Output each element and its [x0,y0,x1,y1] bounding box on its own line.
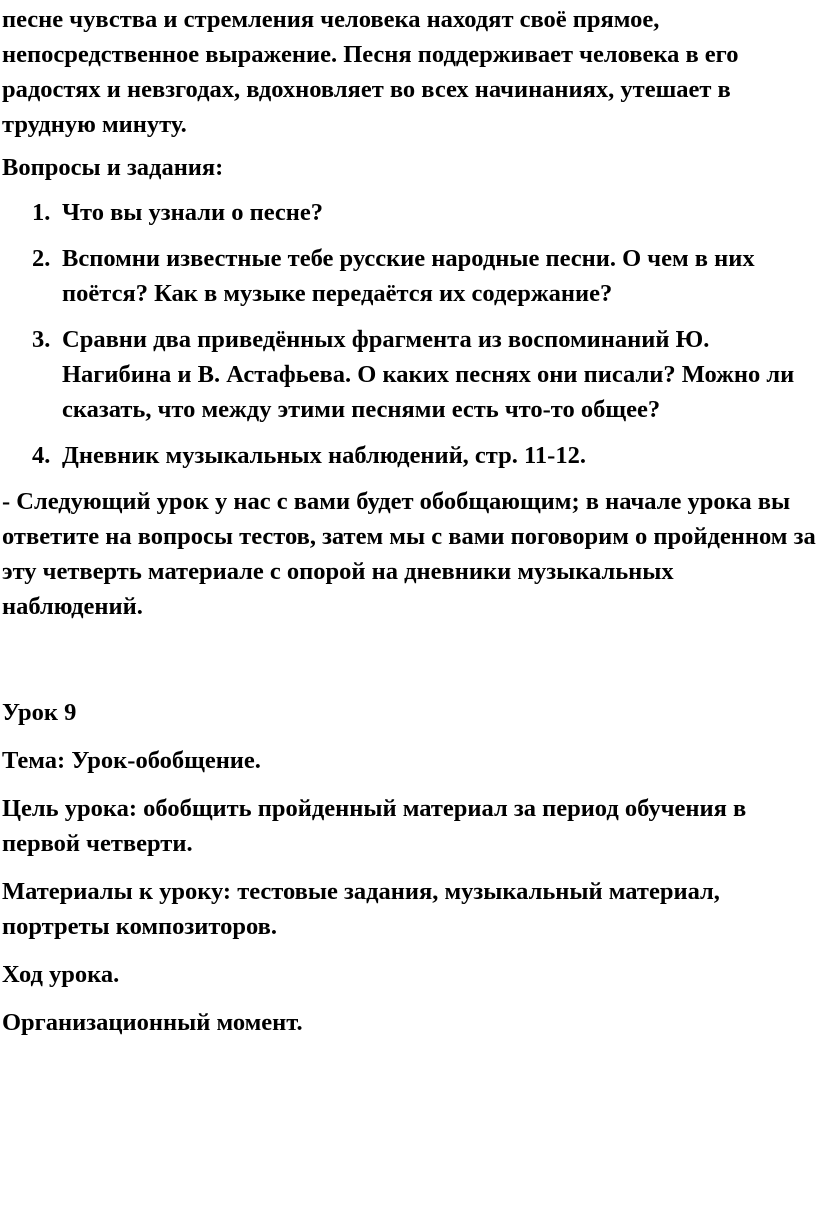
list-item [0,195,816,230]
list-item-number: 3. [32,326,51,353]
list-item-number: 1. [32,199,51,226]
list-item-text: Вспомни известные тебе русские народные песни. О чем в них поётся? Как в музыке передаётся их содержание? [62,245,755,307]
lesson-topic: Тема: Урок-обобщение. [2,747,261,774]
list-item-text: Что вы узнали о песне? [62,199,323,226]
list-item [0,438,816,473]
intro-paragraph: песне чувства и стремления человека находят своё прямое, непосредственное выражение. Песня поддерживает человека в его радостях и невзгодах, вдохновляет во всех начинаниях, утешает в трудную минуту. [2,6,739,138]
list-item-text: Сравни два приведённых фрагмента из воспоминаний Ю. Нагибина и В. Астафьева. О каких песнях они писали? Можно ли сказать, что между этими песнями есть что-то общее? [62,326,795,423]
lesson-title: Урок 9 [2,699,77,726]
list-item-number: 4. [32,442,51,469]
list-item [0,322,816,427]
lesson-materials: Материалы к уроку: тестовые задания, музыкальный материал, портреты композиторов. [2,878,720,940]
closing-paragraph: - Следующий урок у нас с вами будет обобщающим; в начале урока вы ответите на вопросы тестов, затем мы с вами поговорим о пройденном за эту четверть материале с опорой на дневники музыкальных наблюдений. [2,488,816,620]
questions-heading: Вопросы и задания: [2,154,224,181]
list-item [0,241,816,311]
questions-list [0,195,816,473]
list-item-number: 2. [32,245,51,272]
lesson-organizational-moment: Организационный момент. [2,1009,303,1036]
lesson-progress: Ход урока. [2,961,120,988]
list-item-text: Дневник музыкальных наблюдений, стр. 11-12. [62,442,586,469]
lesson-goal: Цель урока: обобщить пройденный материал за период обучения в первой четверти. [2,795,747,857]
